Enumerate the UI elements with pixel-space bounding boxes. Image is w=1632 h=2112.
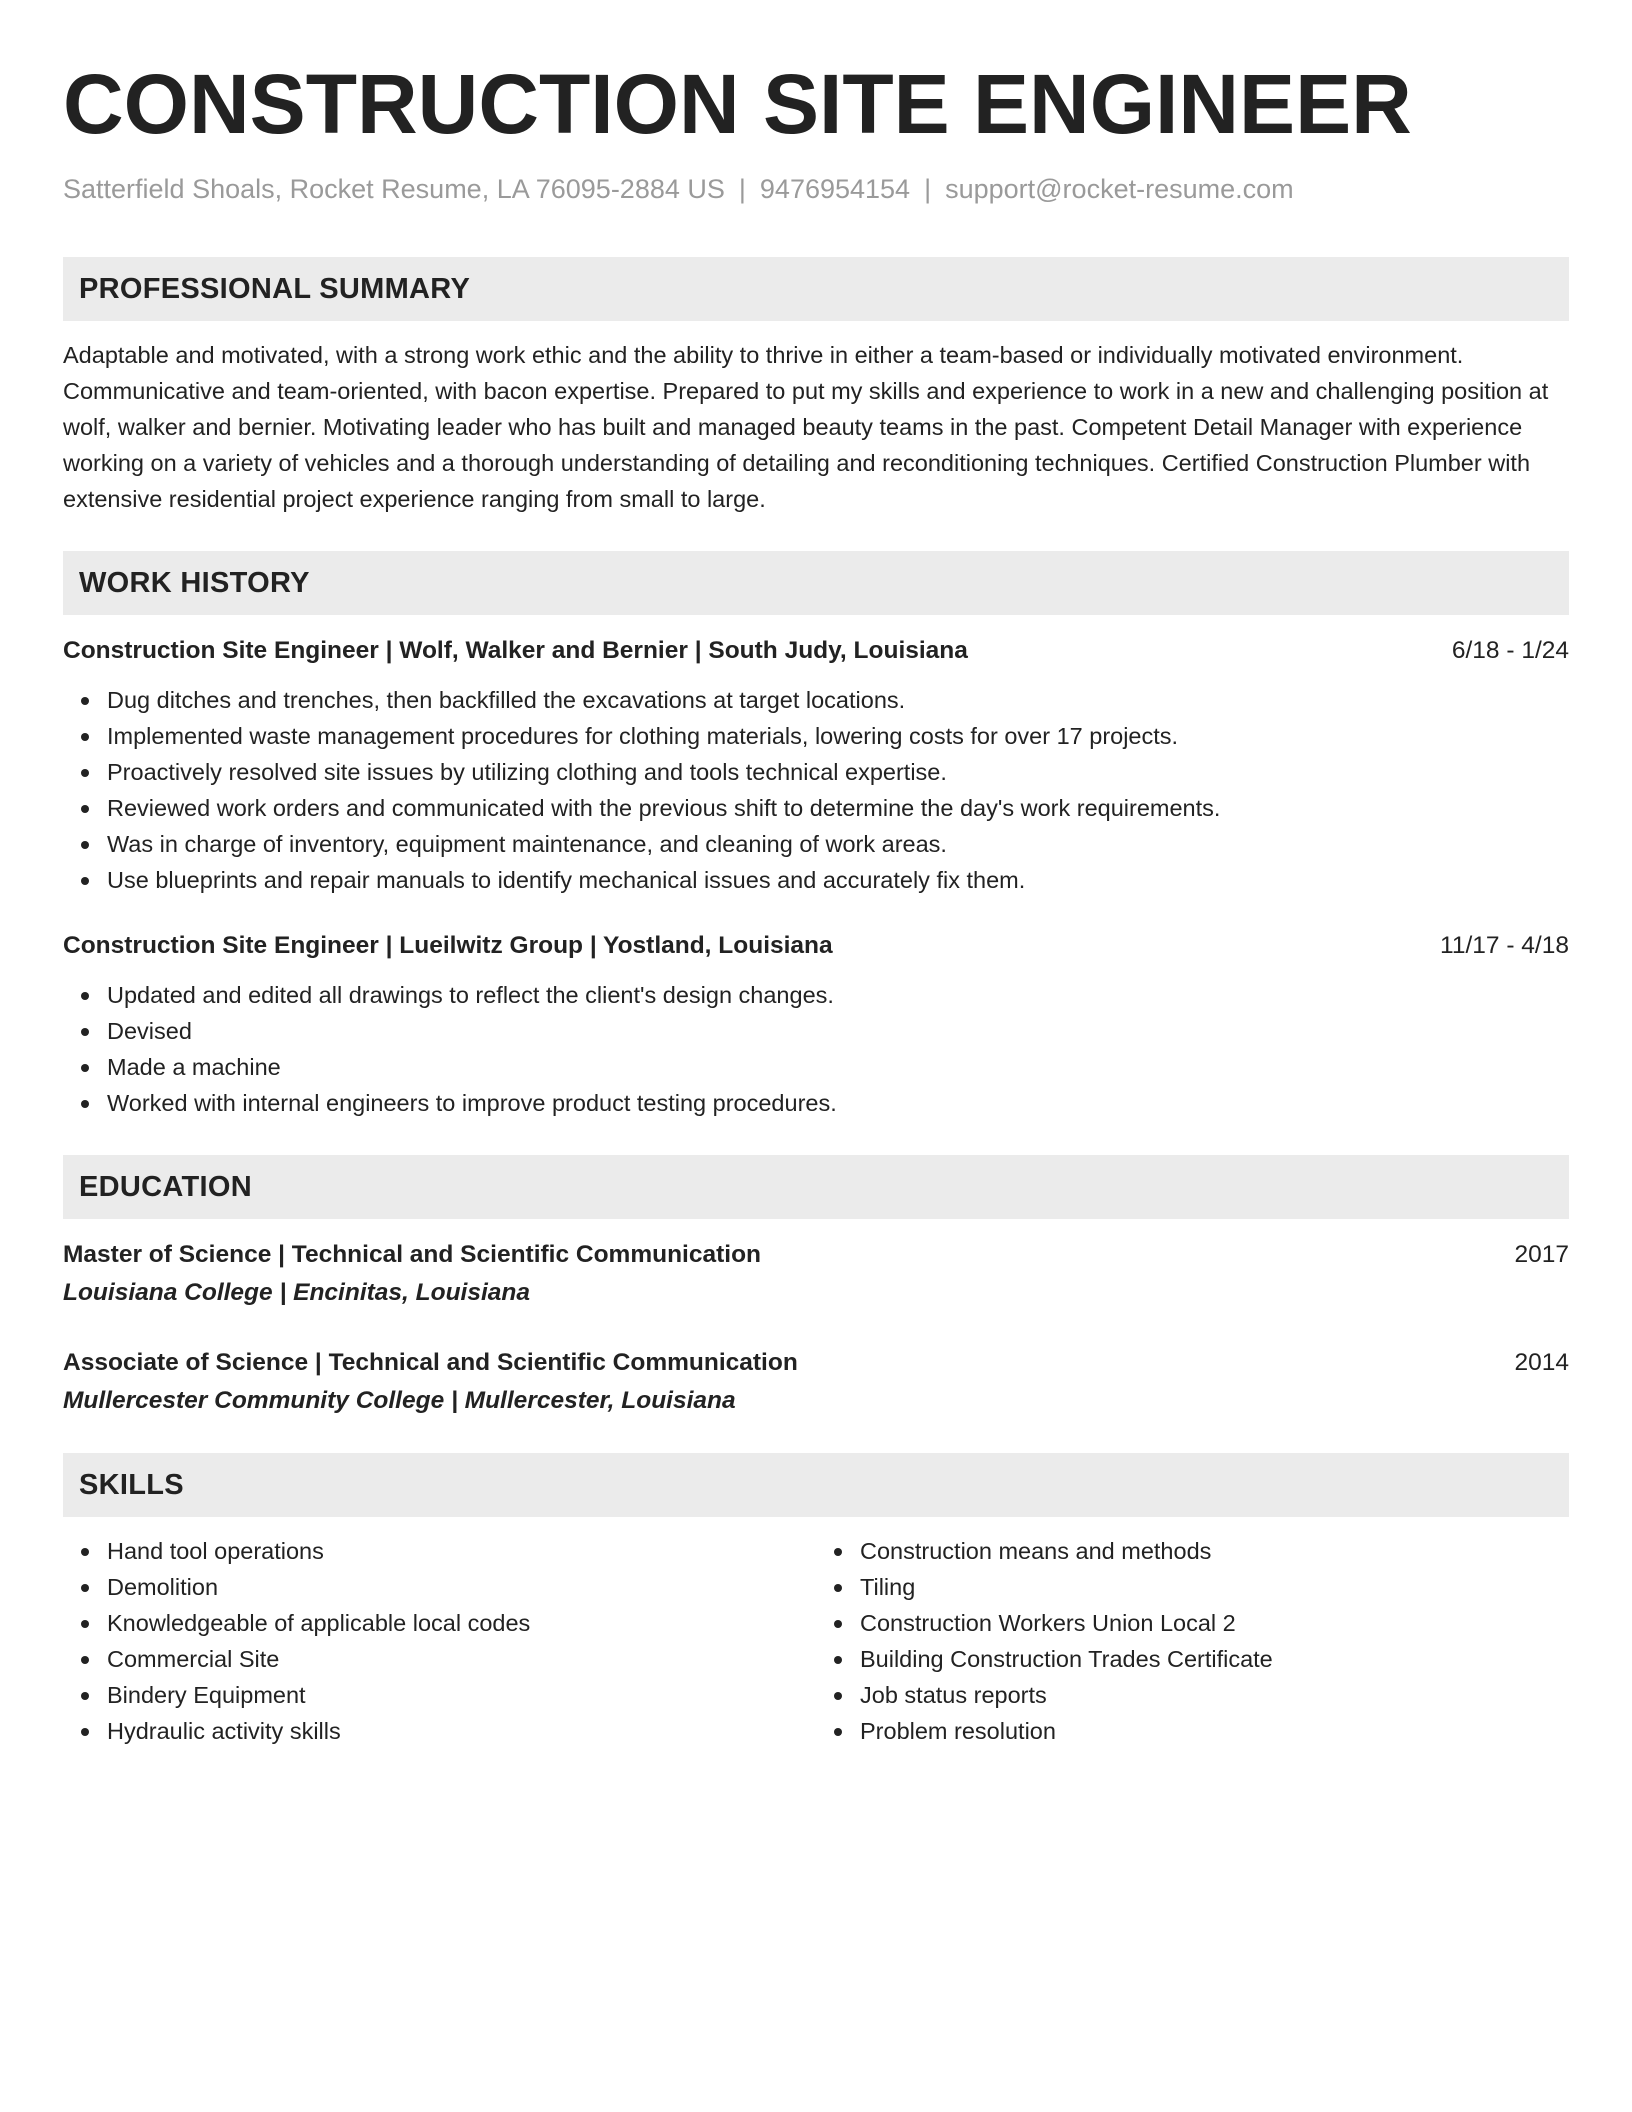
skill-item: Knowledgeable of applicable local codes [107, 1605, 816, 1641]
education-degree: Master of Science | Technical and Scientific Communication [63, 1241, 762, 1268]
job-dates: 11/17 - 4/18 [1440, 932, 1569, 959]
skill-item: Construction means and methods [860, 1533, 1569, 1569]
job-bullet: Reviewed work orders and communicated with the previous shift to determine the day's work requirements. [107, 790, 1569, 826]
education-degree: Associate of Science | Technical and Scientific Communication [63, 1349, 798, 1376]
skill-item: Construction Workers Union Local 2 [860, 1605, 1569, 1641]
skill-item: Job status reports [860, 1677, 1569, 1713]
resume-name: CONSTRUCTION SITE ENGINEER [63, 57, 1412, 151]
education-header [63, 1237, 1569, 1273]
education-year: 2014 [1514, 1349, 1569, 1376]
job-title: Construction Site Engineer | Wolf, Walker and Bernier | South Judy, Louisiana [63, 637, 968, 664]
skill-item: Commercial Site [107, 1641, 816, 1677]
summary-heading: PROFESSIONAL SUMMARY [63, 257, 1569, 321]
skills-list [63, 1533, 816, 1749]
contact-phone: 9476954154 [759, 174, 911, 204]
job-header [63, 633, 1569, 669]
contact-email[interactable]: support@rocket-resume.com [945, 174, 1294, 204]
job-bullet: Dug ditches and trenches, then backfilled the excavations at target locations. [107, 682, 1569, 718]
contact-line [63, 172, 1569, 206]
job-entry [63, 928, 1569, 1121]
education-year: 2017 [1514, 1241, 1569, 1268]
job-header [63, 928, 1569, 964]
job-bullet: Proactively resolved site issues by utilizing clothing and tools technical expertise. [107, 754, 1569, 790]
job-bullet: Was in charge of inventory, equipment maintenance, and cleaning of work areas. [107, 826, 1569, 862]
education-header [63, 1345, 1569, 1381]
job-entry [63, 633, 1569, 898]
skill-item: Tiling [860, 1569, 1569, 1605]
skills-list [816, 1533, 1569, 1749]
skills-column-left [63, 1533, 816, 1749]
job-title: Construction Site Engineer | Lueilwitz Group | Yostland, Louisiana [63, 932, 833, 959]
contact-separator: | [924, 174, 932, 204]
education-school: Louisiana College | Encinitas, Louisiana [63, 1279, 531, 1306]
skills-columns [63, 1533, 1569, 1749]
skill-item: Bindery Equipment [107, 1677, 816, 1713]
skill-item: Building Construction Trades Certificate [860, 1641, 1569, 1677]
job-bullet: Use blueprints and repair manuals to identify mechanical issues and accurately fix them. [107, 862, 1569, 898]
skills-heading: SKILLS [63, 1453, 1569, 1517]
skill-item: Demolition [107, 1569, 816, 1605]
skill-item: Problem resolution [860, 1713, 1569, 1749]
education-entry [63, 1345, 1569, 1419]
job-bullets [63, 977, 1569, 1121]
education-entry [63, 1237, 1569, 1311]
job-bullet: Made a machine [107, 1049, 1569, 1085]
contact-address: Satterfield Shoals, Rocket Resume, LA 76095-2884 US [63, 174, 725, 204]
education-school: Mullercester Community College | Mullercester, Louisiana [63, 1387, 736, 1414]
summary-text: Adaptable and motivated, with a strong work ethic and the ability to thrive in either a team-based or individually motivated environment. Communicative and team-oriented, with bacon expertise. Prepared to put my skills and experience to work in a new and challenging position at wolf, walker and bernier. Motivating leader who has built and managed beauty teams in the past. Competent Detail Manager with experience working on a variety of vehicles and a thorough understanding of detailing and reconditioning techniques. Certified Construction Plumber with extensive residential project experience ranging from small to large. [63, 342, 1549, 512]
skill-item: Hand tool operations [107, 1533, 816, 1569]
work-history-heading: WORK HISTORY [63, 551, 1569, 615]
skills-column-right [816, 1533, 1569, 1749]
job-bullet: Worked with internal engineers to improve product testing procedures. [107, 1085, 1569, 1121]
job-bullet: Devised [107, 1013, 1569, 1049]
contact-separator: | [738, 174, 746, 204]
job-bullet: Updated and edited all drawings to reflect the client's design changes. [107, 977, 1569, 1013]
education-heading: EDUCATION [63, 1155, 1569, 1219]
job-dates: 6/18 - 1/24 [1451, 637, 1569, 664]
skill-item: Hydraulic activity skills [107, 1713, 816, 1749]
job-bullets [63, 682, 1569, 898]
job-bullet: Implemented waste management procedures for clothing materials, lowering costs for over 17 projects. [107, 718, 1569, 754]
